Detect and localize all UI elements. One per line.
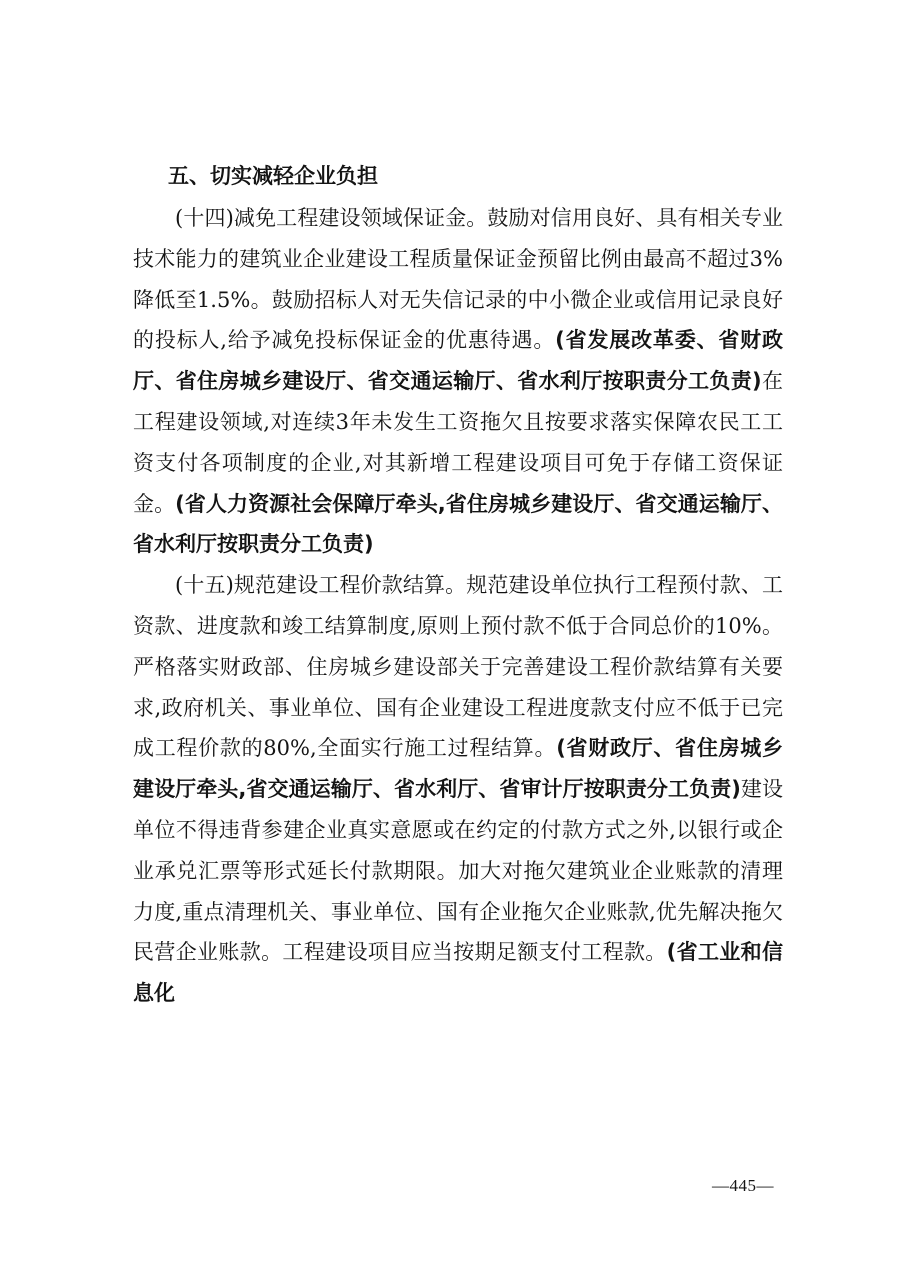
paragraph-14-responsibility-note-1: (省发展改革委、省财政厅、省住房城乡建设厅、省交通运输厅、省水利厅按职责分工负责) bbox=[133, 328, 783, 394]
paragraph-15-text-1: 规范建设单位执行工程预付款、工资款、进度款和竣工结算制度,原则上预付款不低于合同总价的10%。严格落实财政部、住房城乡建设部关于完善建设工程价款结算有关要求,政府机关、事业单位、国有企业建设工程进度款支付应不低于已完成工程价款的80%,全面实行施工过程结算。 bbox=[133, 573, 784, 761]
paragraph-14 bbox=[133, 198, 783, 565]
document-body bbox=[133, 198, 783, 1014]
paragraph-14-title: (十四)减免工程建设领域保证金。 bbox=[175, 206, 488, 230]
paragraph-14-text-1: 鼓励对信用良好、具有相关专业技术能力的建筑业企业建设工程质量保证金预留比例由最高不超过3%降低至1.5%。鼓励招标人对无失信记录的中小微企业或信用记录良好的投标人,给予减免投标保证金的优惠待遇。 bbox=[133, 206, 784, 353]
paragraph-14-text-2: 在工程建设领域,对连续3年未发生工资拖欠且按要求落实保障农民工工资支付各项制度的企业,对其新增工程建设项目可免于存储工资保证金。 bbox=[133, 369, 783, 516]
paragraph-15-responsibility-note-1: (省财政厅、省住房城乡建设厅牵头,省交通运输厅、省水利厅、省审计厅按职责分工负责) bbox=[133, 736, 783, 802]
section-heading: 五、切实减轻企业负担 bbox=[168, 164, 378, 188]
paragraph-15 bbox=[133, 565, 783, 1014]
paragraph-15-responsibility-note-2: (省工业和信息化 bbox=[133, 940, 784, 1006]
paragraph-15-text-2: 建设单位不得违背参建企业真实意愿或在约定的付款方式之外,以银行或企业承兑汇票等形式延长付款期限。加大对拖欠建筑业企业账款的清理力度,重点清理机关、事业单位、国有企业拖欠企业账款,优先解决拖欠民营企业账款。工程建设项目应当按期足额支付工程款。 bbox=[133, 777, 783, 965]
paragraph-15-title: (十五)规范建设工程价款结算。 bbox=[175, 573, 467, 598]
paragraph-14-responsibility-note-2: (省人力资源社会保障厅牵头,省住房城乡建设厅、省交通运输厅、省水利厅按职责分工负责) bbox=[133, 491, 783, 557]
page-number: —445— bbox=[712, 1176, 774, 1195]
